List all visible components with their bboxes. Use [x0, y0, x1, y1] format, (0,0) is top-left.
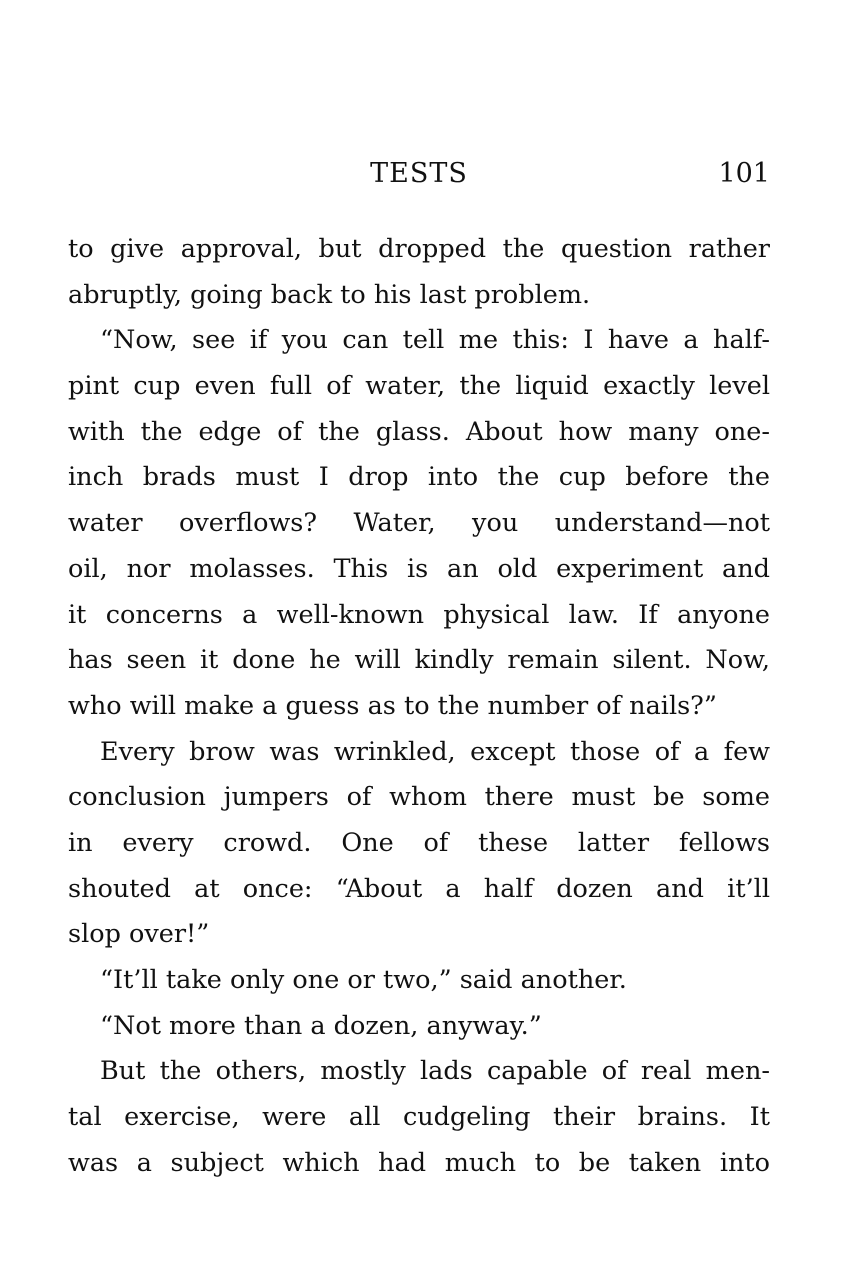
text-line: tal exercise, were all cudgeling their brains. It	[68, 1102, 770, 1133]
running-title: TESTS	[370, 158, 468, 189]
text-line: shouted at once: “About a half dozen and it’ll	[68, 873, 770, 904]
text-line: with the edge of the glass. About how many one-	[68, 416, 770, 447]
page-header	[68, 154, 770, 194]
text-line: slop over!”	[68, 919, 210, 950]
body-text	[68, 227, 770, 1186]
text-line: “Not more than a dozen, anyway.”	[100, 1010, 542, 1041]
text-line: pint cup even full of water, the liquid exactly level	[68, 371, 770, 402]
text-line: “Now, see if you can tell me this: I have a half-	[100, 325, 770, 356]
text-line: who will make a guess as to the number of nails?”	[68, 690, 717, 721]
text-line: But the others, mostly lads capable of real men-	[100, 1056, 770, 1087]
text-line: conclusion jumpers of whom there must be some	[68, 782, 770, 813]
text-line: Every brow was wrinkled, except those of a few	[100, 736, 770, 767]
text-line: in every crowd. One of these latter fellows	[68, 827, 770, 858]
text-line: to give approval, but dropped the question rather	[68, 234, 770, 264]
text-line: has seen it done he will kindly remain silent. Now,	[68, 645, 770, 676]
text-line: water overflows? Water, you understand—not	[68, 508, 770, 539]
text-line: was a subject which had much to be taken into	[68, 1147, 770, 1178]
text-line: oil, nor molasses. This is an old experiment and	[68, 553, 770, 584]
text-line: “It’ll take only one or two,” said another.	[100, 965, 627, 995]
text-line: inch brads must I drop into the cup before the	[68, 462, 770, 493]
text-line: abruptly, going back to his last problem.	[68, 279, 591, 310]
text-line: it concerns a well-known physical law. If anyone	[68, 599, 770, 630]
page-number: 101	[718, 158, 770, 189]
